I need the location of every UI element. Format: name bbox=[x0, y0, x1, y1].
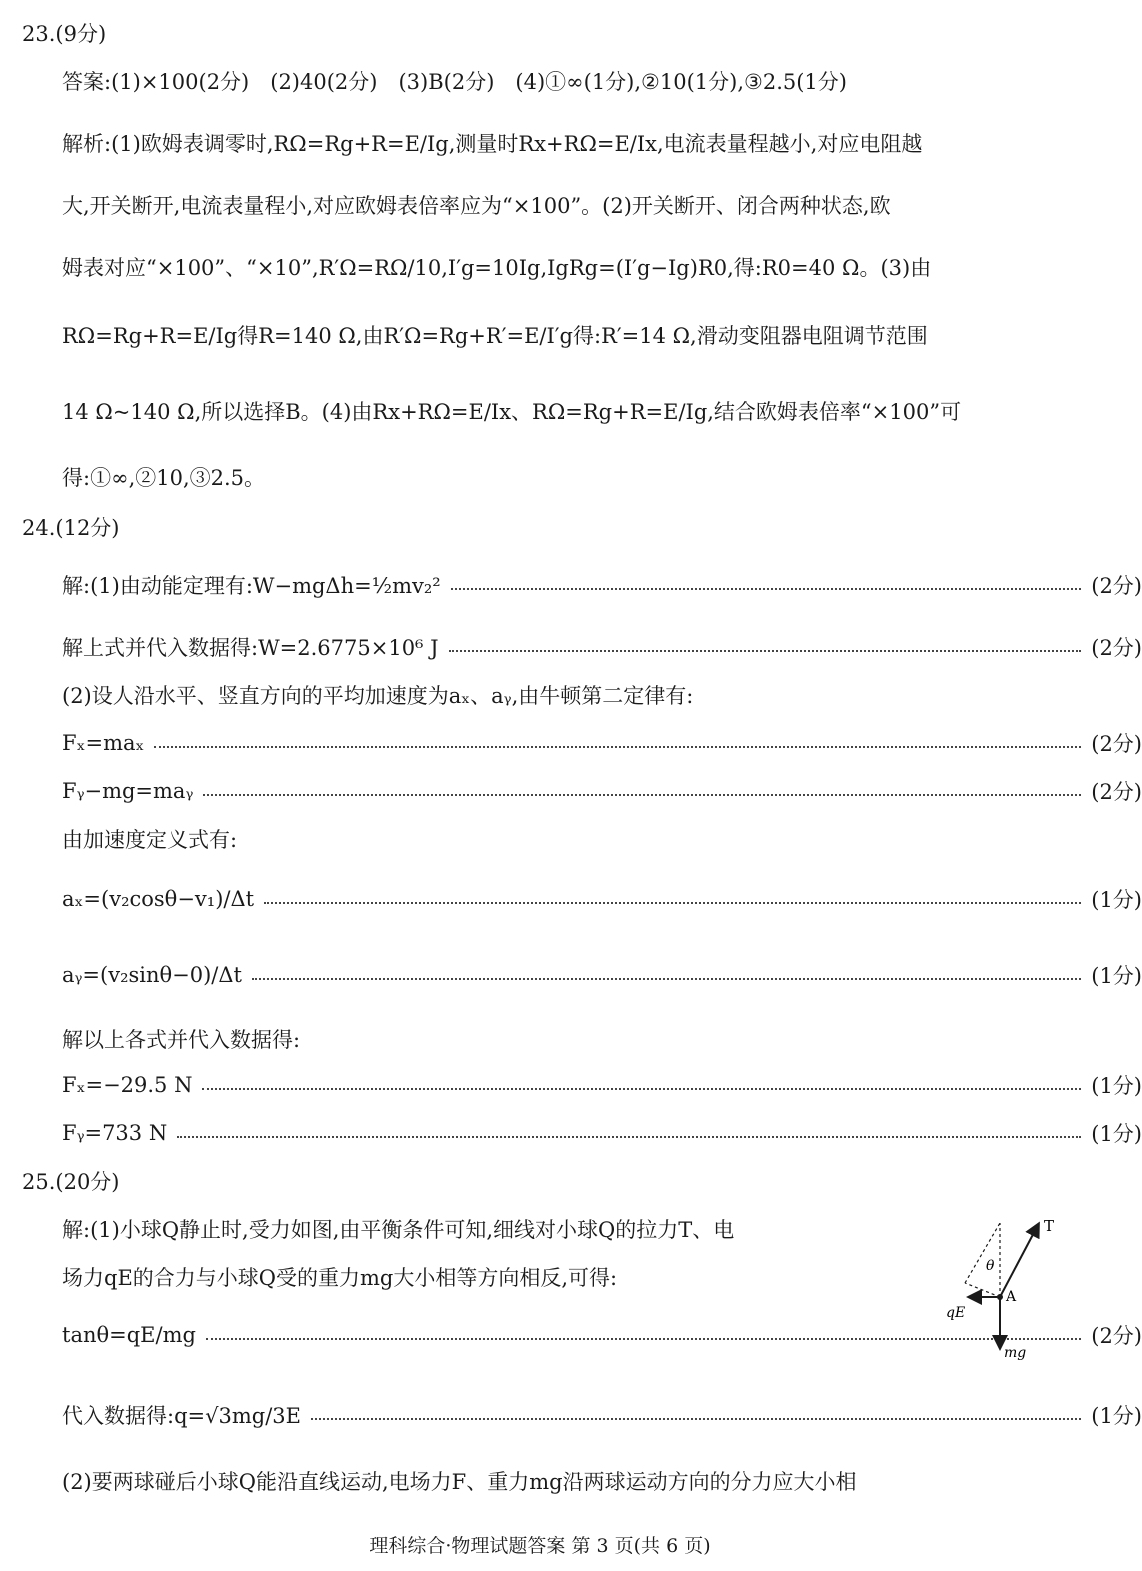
q25-step-1-score: (2分) bbox=[1091, 1324, 1142, 1348]
q23-analysis-line-5: 14 Ω~140 Ω,所以选择B。(4)由Rx+RΩ=E/Ix、RΩ=Rg+R=E/Ig,结合欧姆表倍率“×100”可 bbox=[62, 400, 962, 424]
q24-step-2-score: (2分) bbox=[1091, 636, 1142, 660]
parallelogram-dashed-line bbox=[965, 1223, 1000, 1283]
q25-line-2: 场力qE的合力与小球Q受的重力mg大小相等方向相反,可得: bbox=[62, 1266, 618, 1290]
point-a-label: A bbox=[1006, 1289, 1017, 1305]
q23-header: 23.(9分) bbox=[22, 22, 107, 46]
q23-analysis-line-4: RΩ=Rg+R=E/Ig得R=140 Ω,由R′Ω=Rg+R′=E/I′g得:R′=14 Ω,滑动变阻器电阻调节范围 bbox=[62, 324, 928, 348]
q23-analysis-line-3: 姆表对应“×100”、“×10”,R′Ω=RΩ/10,I′g=10Ig,IgRg=(I′g−Ig)R0,得:R0=40 Ω。(3)由 bbox=[62, 256, 932, 280]
q25-step-2-formula: 代入数据得:q=√3mg/3E bbox=[62, 1404, 301, 1428]
q24-step-7-formula: Fₓ=−29.5 N bbox=[62, 1073, 193, 1097]
q24-step-3-formula: Fₓ=maₓ bbox=[62, 731, 145, 755]
leader-dots bbox=[203, 794, 1081, 796]
q24-step-1 bbox=[62, 570, 1142, 600]
q24-step-5-formula: aₓ=(v₂cosθ−v₁)/Δt bbox=[62, 887, 255, 911]
force-diagram bbox=[940, 1215, 1070, 1365]
leader-dots bbox=[449, 650, 1082, 652]
ball-q-dot bbox=[997, 1294, 1003, 1300]
q23-answer-line: 答案:(1)×100(2分) (2)40(2分) (3)B(2分) (4)①∞(1分),②10(1分),③2.5(1分) bbox=[62, 70, 847, 94]
mg-label: mg bbox=[1004, 1345, 1027, 1361]
q23-analysis-line-6: 得:①∞,②10,③2.5。 bbox=[62, 466, 266, 490]
q24-step-5 bbox=[62, 884, 1142, 914]
leader-dots bbox=[311, 1418, 1081, 1420]
q24-step-4-score: (2分) bbox=[1091, 780, 1142, 804]
q24-step-8-score: (1分) bbox=[1091, 1122, 1142, 1146]
q24-step-8 bbox=[62, 1118, 1142, 1148]
q24-step-5-score: (1分) bbox=[1091, 888, 1142, 912]
theta-label: θ bbox=[986, 1258, 995, 1274]
qe-label: qE bbox=[946, 1305, 966, 1321]
q24-step-1-score: (2分) bbox=[1091, 574, 1142, 598]
leader-dots bbox=[451, 588, 1082, 590]
q24-header: 24.(12分) bbox=[22, 516, 120, 540]
q24-step-4-formula: Fᵧ−mg=maᵧ bbox=[62, 779, 194, 803]
page-footer: 理科综合·物理试题答案 第 3 页(共 6 页) bbox=[369, 1535, 711, 1557]
leader-dots bbox=[252, 978, 1081, 980]
q24-step-6-score: (1分) bbox=[1091, 964, 1142, 988]
q24-step-4 bbox=[62, 776, 1142, 806]
leader-dots bbox=[202, 1088, 1081, 1090]
q23-analysis-line-2: 大,开关断开,电流表量程小,对应欧姆表倍率应为“×100”。(2)开关断开、闭合两种状态,欧 bbox=[62, 194, 891, 218]
tension-arrow bbox=[1000, 1225, 1038, 1297]
leader-dots bbox=[264, 902, 1081, 904]
q25-header: 25.(20分) bbox=[22, 1170, 120, 1194]
q24-step-3 bbox=[62, 728, 1142, 758]
q24-step-6 bbox=[62, 960, 1142, 990]
q24-text-1: (2)设人沿水平、竖直方向的平均加速度为aₓ、aᵧ,由牛顿第二定律有: bbox=[62, 684, 694, 708]
q24-step-1-formula: 解:(1)由动能定理有:W−mgΔh=½mv₂² bbox=[62, 574, 441, 598]
leader-dots bbox=[154, 746, 1081, 748]
tension-label: T bbox=[1044, 1217, 1055, 1235]
q23-analysis-line-1: 解析:(1)欧姆表调零时,RΩ=Rg+R=E/Ig,测量时Rx+RΩ=E/Ix,电流表量程越小,对应电阻越 bbox=[62, 132, 923, 156]
q24-step-8-formula: Fᵧ=733 N bbox=[62, 1121, 168, 1145]
q25-step-1-formula: tanθ=qE/mg bbox=[62, 1323, 196, 1347]
q24-step-2 bbox=[62, 632, 1142, 662]
q24-step-7-score: (1分) bbox=[1091, 1074, 1142, 1098]
q24-step-3-score: (2分) bbox=[1091, 732, 1142, 756]
q24-step-6-formula: aᵧ=(v₂sinθ−0)/Δt bbox=[62, 963, 242, 987]
q25-step-2-score: (1分) bbox=[1091, 1404, 1142, 1428]
leader-dots bbox=[177, 1136, 1081, 1138]
q24-text-2: 由加速度定义式有: bbox=[62, 828, 238, 852]
q25-line-1: 解:(1)小球Q静止时,受力如图,由平衡条件可知,细线对小球Q的拉力T、电 bbox=[62, 1218, 735, 1242]
resultant-dashed-line bbox=[965, 1283, 1000, 1297]
q25-step-2 bbox=[62, 1400, 1142, 1430]
q24-step-7 bbox=[62, 1070, 1142, 1100]
q24-text-3: 解以上各式并代入数据得: bbox=[62, 1028, 301, 1052]
q24-step-2-formula: 解上式并代入数据得:W=2.6775×10⁶ J bbox=[62, 636, 439, 660]
q25-line-3: (2)要两球碰后小球Q能沿直线运动,电场力F、重力mg沿两球运动方向的分力应大小相 bbox=[62, 1470, 857, 1494]
